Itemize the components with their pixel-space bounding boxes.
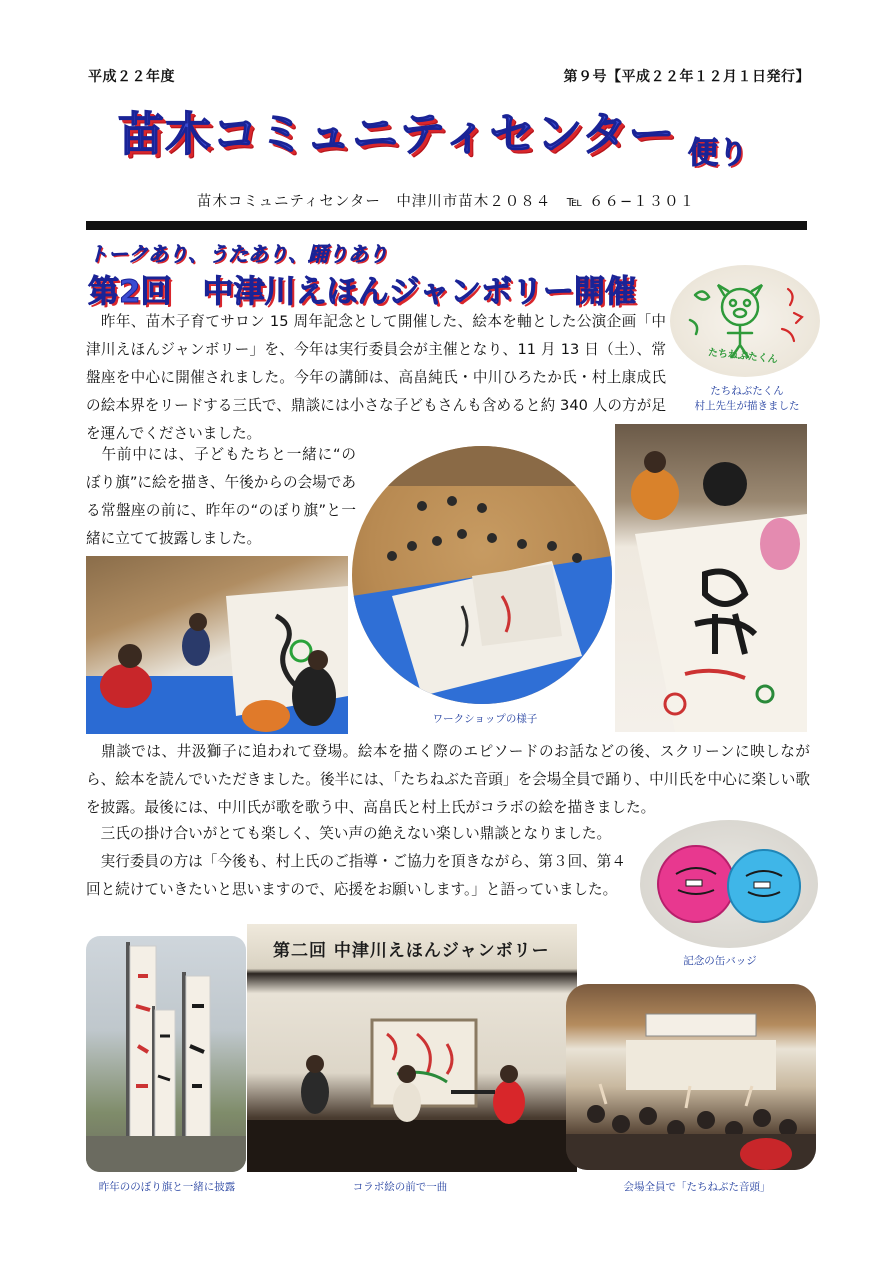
- banner-painting-scene: [615, 424, 807, 732]
- newsletter-subtitle: 便り: [688, 136, 748, 171]
- workshop-caption: ワークショップの様子: [432, 713, 538, 725]
- stage-performance-photo: [247, 924, 577, 1172]
- commemorative-badges-photo: [640, 820, 818, 948]
- banners-caption: 昨年ののぼり旗と一緒に披露: [98, 1181, 236, 1193]
- banners-scene: [86, 936, 246, 1172]
- article-paragraph-2: 午前中には、子どもたちと一緒に“のぼり旗”に絵を描き、午後からの会場である常盤座の前に、昨年の“のぼり旗”と一緒に立てて披露しました。: [86, 446, 356, 547]
- tachinebuta-caption-line2: 村上先生が描きました: [694, 400, 800, 412]
- article-paragraph-3: 鼎談では、井汲獅子に追われて登場。絵本を描く際のエピソードのお話などの後、スクリーンに映しながら、絵本を読んでいただきました。後半には、「たちねぶた音頭」を会場全員で踊り、中川氏を中心に楽しい歌を披露。最後には、中川氏が歌を歌う中、高畠氏と村上氏がコラボの絵を描きました。: [86, 743, 810, 816]
- badges-caption: 記念の缶バッジ: [683, 955, 757, 967]
- article-paragraph-5: 実行委員の方は「今後も、村上氏のご指導・ご協力を頂きながら、第３回、第４回と続けていきたいと思いますので、応援をお願いします。」と語っていました。: [86, 853, 626, 898]
- workshop-scene: [352, 446, 612, 704]
- tachinebuta-drawing-photo: [670, 265, 820, 377]
- banners-outdoor-photo: [86, 936, 246, 1172]
- tachinebuta-drawn-text: たちねぶたくん: [707, 347, 779, 366]
- workshop-photo: [352, 446, 612, 704]
- article-kicker: トークあり、うたあり、踊りあり: [88, 242, 388, 266]
- banner-painting-photo: [615, 424, 807, 732]
- article-paragraph-4: 三氏の掛け合いがとても楽しく、笑い声の絶えない楽しい鼎談となりました。: [86, 825, 612, 842]
- article-headline: 第2回 中津川えほんジャンボリー開催: [88, 274, 636, 310]
- stage-banner-text: 第二回 中津川えほんジャンボリー: [273, 941, 550, 961]
- hall-caption: 会場全員で「たちねぶた音頭」: [623, 1181, 771, 1193]
- header-rule: [86, 221, 807, 230]
- badges-icon: [640, 820, 818, 948]
- article-paragraph-1: 昨年、苗木子育てサロン 15 周年記念として開催した、絵本を軸とした公演企画「中津川えほんジャンボリー」を、今年は実行委員会が主催となり、11 月 13 日（土）、常盤座を中心に開催されました。今年の講師は、高畠純氏・中川ひろたか氏・村上康成氏の絵本界をリードする三氏で、鼎談には小さな子どもさんも含めると約 340 人の方が足を運んでくださいました。: [86, 313, 666, 442]
- children-painting-scene: [86, 556, 348, 734]
- tachinebuta-caption-line1: たちねぶたくん: [710, 385, 784, 397]
- issue-info: 第９号【平成２２年１２月１日発行】: [563, 69, 810, 85]
- tachinebuta-caption: [676, 384, 818, 414]
- children-painting-photo: [86, 556, 348, 734]
- hall-dance-photo: [566, 984, 816, 1170]
- stage-caption: コラボ絵の前で一曲: [352, 1181, 448, 1193]
- newsletter-title: 苗木コミュニティセンター: [118, 107, 676, 161]
- fiscal-year: 平成２２年度: [88, 69, 175, 85]
- stage-scene: [247, 924, 577, 1172]
- hall-scene: [566, 984, 816, 1170]
- center-address: 苗木コミュニティセンター 中津川市苗木２０８４ ℡ ６６−１３０１: [196, 194, 696, 210]
